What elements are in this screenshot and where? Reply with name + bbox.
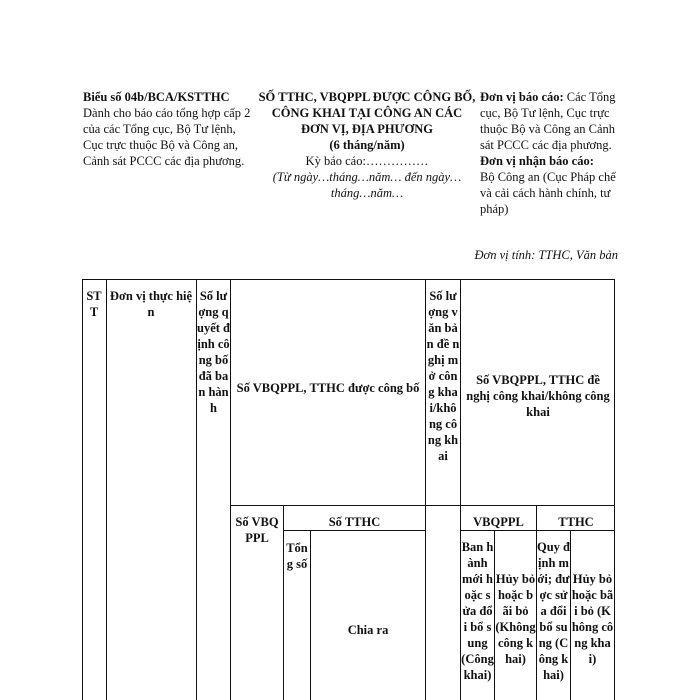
col-proposals: Số lượng văn bản đề nghị mở công khai/không công khai <box>426 289 460 463</box>
report-title: SỐ TTHC, VBQPPL ĐƯỢC CÔNG BỐ, CÔNG KHAI TẠI CÔNG AN CÁC ĐƠN VỊ, ĐỊA PHƯƠNG <box>258 90 476 136</box>
tthc-breakdown: Chia ra <box>347 623 389 637</box>
sub-vbqppl-count: Số VBQPPL <box>235 515 279 545</box>
form-info <box>83 89 253 169</box>
col-decisions: Số lượng quyết định công bố đã ban hành <box>197 289 230 415</box>
col-proposed: Số VBQPPL, TTHC đề nghị công khai/không công khai <box>466 373 610 419</box>
col-published: Số VBQPPL, TTHC được công bố <box>236 381 420 395</box>
reporting-unit-label: Đơn vị báo cáo: <box>480 90 564 104</box>
receiving-unit-label: Đơn vị nhận báo cáo: <box>480 154 594 168</box>
report-title-block <box>258 89 476 201</box>
tthc-total: Tổng số <box>286 541 308 571</box>
unit-info <box>480 89 620 217</box>
sub-vbqppl: VBQPPL <box>473 515 524 529</box>
col-unit: Đơn vị thực hiện <box>109 289 193 319</box>
unit-of-measure: Đơn vị tính: TTHC, Văn bản <box>474 248 618 262</box>
reporting-unit-value: Các Tổng cục, Bộ Tư lệnh, Cục trực thuộc Bộ và Công an Cảnh sát PCCC các địa phương. <box>480 90 616 152</box>
receiving-unit-value: Bộ Công an (Cục Pháp chế và cải cách hành chính, tư pháp) <box>480 170 616 216</box>
sub-tthc: TTHC <box>558 515 594 529</box>
vbqppl-new: Ban hành mới hoặc sửa đổi bổ sung (Công khai) <box>461 540 494 682</box>
period-type: (6 tháng/năm) <box>329 138 405 152</box>
tthc-cancel: Hủy bỏ hoặc bãi bỏ (Không công khai) <box>571 572 614 666</box>
tthc-new: Quy định mới; được sửa đổi bổ sung (Công khai) <box>537 540 570 682</box>
date-range: (Từ ngày…tháng…năm… đến ngày… tháng…năm… <box>272 170 462 200</box>
sub-tthc-count: Số TTHC <box>328 515 381 529</box>
report-period: Kỳ báo cáo:…………… <box>305 154 429 168</box>
col-stt: STT <box>86 289 102 319</box>
form-scope: Dành cho báo cáo tổng hợp cấp 2 của các Tổng cục, Bộ Tư lệnh, Cục trực thuộc Bộ và Công an, Cảnh sát PCCC các địa phương. <box>83 106 251 168</box>
form-code: Biểu số 04b/BCA/KSTTHC <box>83 90 230 104</box>
vbqppl-cancel: Hủy bỏ hoặc bãi bỏ (Không công khai) <box>495 572 536 666</box>
